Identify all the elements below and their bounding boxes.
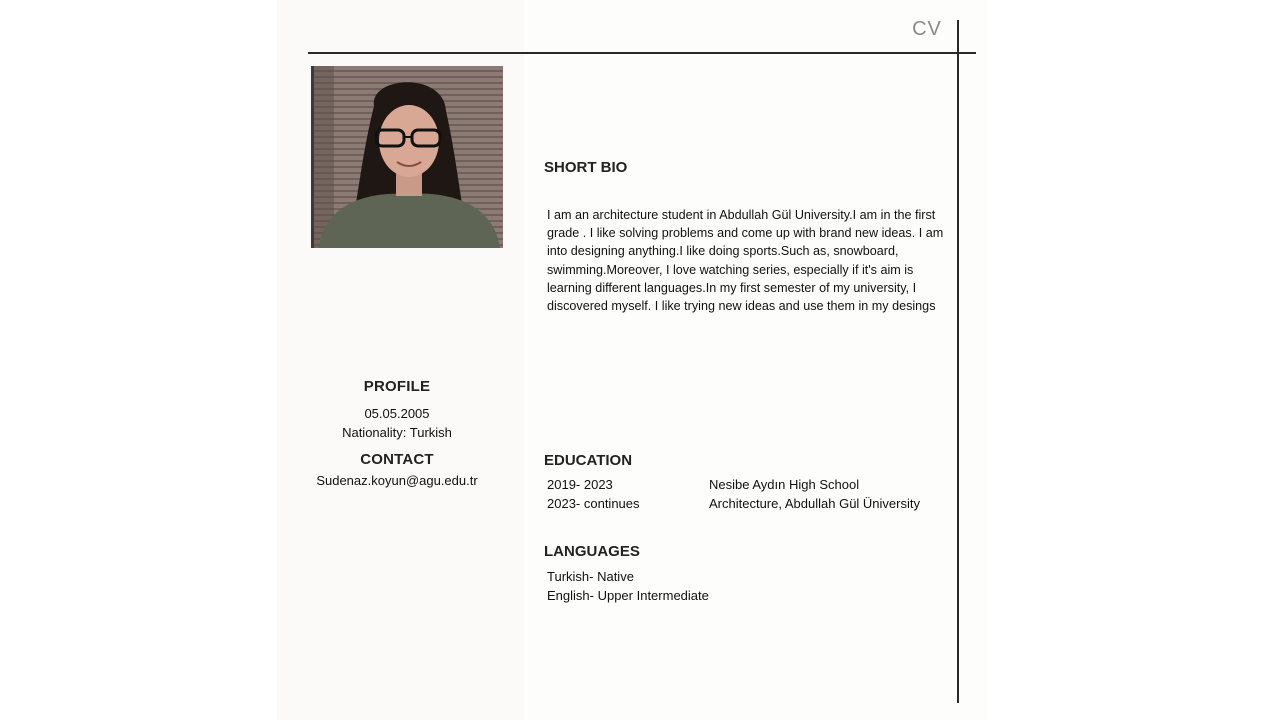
education-school: Nesibe Aydın High School bbox=[709, 477, 860, 492]
short-bio-text: I am an architecture student in Abdullah Gül University.I am in the first grade . I like solving problems and come up with brand new ideas. I am into designing anything.I like doing sports.Such as, snowboard, swimming.Moreover, I love watching series, especially if it's aim is learning different languages.In my first semester of my university, I discovered myself. I like trying new ideas and use them in my desings bbox=[547, 208, 944, 314]
cv-title: CV bbox=[912, 18, 942, 40]
vertical-divider bbox=[957, 20, 959, 703]
language-item: Turkish- Native bbox=[547, 569, 634, 584]
profile-heading: PROFILE bbox=[363, 378, 431, 395]
education-years: 2019- 2023 bbox=[547, 477, 613, 492]
languages-heading: LANGUAGES bbox=[544, 543, 640, 560]
birth-date: 05.05.2005 bbox=[364, 406, 430, 421]
nationality: Nationality: Turkish bbox=[342, 425, 452, 440]
education-years: 2023- continues bbox=[547, 496, 640, 511]
profile-photo bbox=[311, 66, 503, 248]
language-item: English- Upper Intermediate bbox=[547, 588, 709, 603]
education-heading: EDUCATION bbox=[544, 452, 633, 469]
header-divider bbox=[308, 52, 976, 54]
education-school: Architecture, Abdullah Gül Üniversity bbox=[709, 496, 920, 511]
contact-email: Sudenaz.koyun@agu.edu.tr bbox=[316, 473, 478, 488]
contact-heading: CONTACT bbox=[360, 451, 434, 468]
short-bio-heading: SHORT BIO bbox=[544, 159, 628, 176]
